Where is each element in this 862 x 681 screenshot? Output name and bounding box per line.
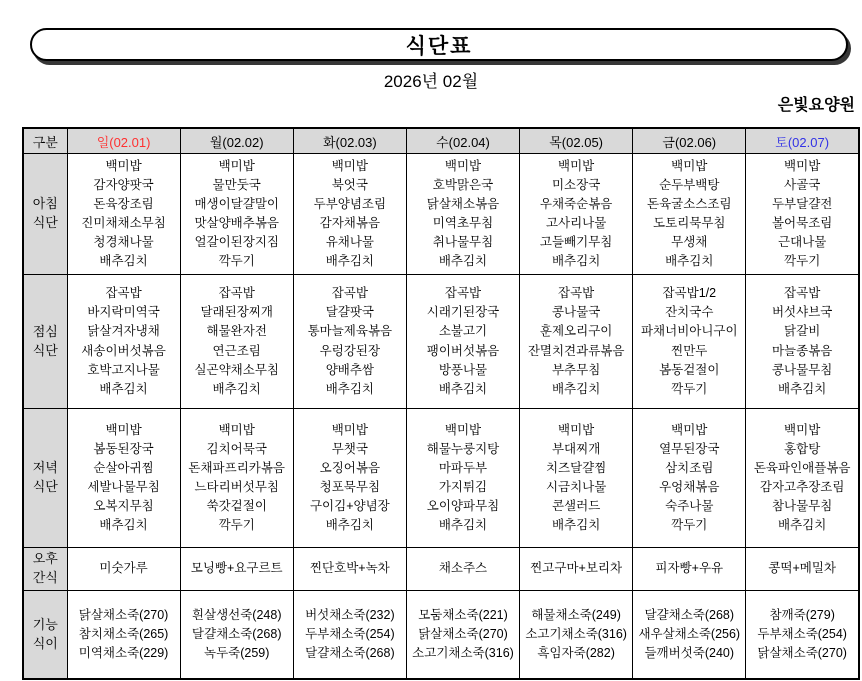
menu-item: 순두부백탕 <box>659 177 720 192</box>
menu-item: 미역채소죽(229) <box>78 646 169 661</box>
menu-item: 돈채파프리카볶음 <box>188 460 286 475</box>
menu-item: 백미밥 <box>218 158 255 173</box>
meal-row-3 <box>23 548 859 591</box>
menu-item: 백미밥 <box>558 422 595 437</box>
meal-cell <box>746 548 859 591</box>
menu-item: 닭살겨자냉채 <box>87 324 160 339</box>
table-header-row <box>23 128 859 154</box>
menu-item: 연근조림 <box>212 343 261 358</box>
menu-item: 깍두기 <box>671 381 708 396</box>
menu-item: 순살아귀찜 <box>93 460 154 475</box>
menu-item: 삼치조림 <box>665 460 714 475</box>
day-header-1: 월(02.02) <box>180 128 293 154</box>
menu-item: 맛살양배추볶음 <box>194 216 279 230</box>
menu-item: 버섯채소죽(232) <box>305 607 395 622</box>
menu-item: 돈육파인애플볶음 <box>753 460 851 475</box>
row-label-4: 기능 식이 <box>23 591 67 680</box>
menu-item: 부대찌개 <box>551 441 601 456</box>
meal-cell <box>520 275 633 409</box>
menu-item: 깍두기 <box>671 518 708 533</box>
menu-item: 도토리묵무침 <box>653 216 726 230</box>
menu-item: 백미밥 <box>444 158 482 173</box>
menu-item: 감자고추장조림 <box>759 480 845 494</box>
menu-item: 모닝빵+요구르트 <box>190 561 283 576</box>
day-header-6: 토(02.07) <box>746 128 859 154</box>
menu-item: 오징어볶음 <box>319 460 381 475</box>
meal-cell <box>520 548 633 591</box>
meal-cell <box>67 591 180 680</box>
menu-item: 백미밥 <box>218 422 255 437</box>
meal-row-2 <box>23 409 859 548</box>
menu-item: 배추김치 <box>99 518 148 533</box>
menu-item: 백미밥 <box>444 422 482 437</box>
menu-item: 참깨죽(279) <box>769 607 835 622</box>
meal-cell <box>293 591 406 680</box>
menu-item: 볼어묵조림 <box>771 216 833 230</box>
meal-cell <box>746 154 859 275</box>
menu-item: 시금치나물 <box>545 480 607 494</box>
menu-item: 사골국 <box>784 177 821 192</box>
meal-cell <box>180 591 293 680</box>
meal-cell <box>520 409 633 548</box>
title-box <box>30 28 848 61</box>
menu-item: 백미밥 <box>784 422 821 437</box>
menu-item: 잡곡밥 <box>331 286 368 301</box>
menu-item: 배추김치 <box>99 254 148 269</box>
menu-item: 닭갈비 <box>784 324 821 339</box>
meal-cell <box>406 154 519 275</box>
menu-item: 잡곡밥 <box>558 286 595 301</box>
row-label-0: 아침 식단 <box>23 154 67 275</box>
menu-item: 감자양팟국 <box>93 177 154 192</box>
menu-item: 백미밥 <box>105 158 142 173</box>
menu-item: 무챗국 <box>331 441 368 456</box>
menu-item: 두부달걀전 <box>771 196 833 211</box>
meal-cell <box>406 409 519 548</box>
meal-cell <box>406 275 519 409</box>
menu-item: 새송이버섯볶음 <box>81 343 166 358</box>
menu-item: 청경채나물 <box>93 235 154 250</box>
menu-item: 모둠채소죽(221) <box>418 607 508 622</box>
menu-item: 미숫가루 <box>99 561 148 576</box>
menu-item: 구이김+양념장 <box>309 499 390 514</box>
day-header-5: 금(02.06) <box>633 128 746 154</box>
menu-item: 통마늘제육볶음 <box>307 324 393 339</box>
day-header-0: 일(02.01) <box>67 128 180 154</box>
menu-item: 잡곡밥 <box>784 286 821 301</box>
meal-cell <box>746 591 859 680</box>
menu-item: 백미밥 <box>558 158 595 173</box>
menu-item: 청포묵무침 <box>319 480 381 494</box>
day-header-3: 수(02.04) <box>406 128 519 154</box>
menu-item: 오이양파무침 <box>426 499 500 514</box>
menu-item: 소불고기 <box>438 324 488 339</box>
menu-item: 양배추쌈 <box>325 362 374 377</box>
meal-cell <box>633 154 746 275</box>
meal-cell <box>293 409 406 548</box>
menu-item: 바지락미역국 <box>87 305 160 320</box>
menu-item: 배추김치 <box>551 518 601 533</box>
menu-item: 닭살채소죽(270) <box>757 646 847 661</box>
menu-item: 근대나물 <box>778 235 827 250</box>
meal-cell <box>67 409 180 548</box>
menu-item: 김치어묵국 <box>206 441 267 456</box>
menu-item: 취나물무침 <box>432 235 494 250</box>
menu-item: 가지튀김 <box>438 480 488 494</box>
month-subtitle: 2026년 02월 <box>383 72 479 91</box>
menu-item: 흑임자죽(282) <box>537 646 615 661</box>
menu-item: 두부양념조림 <box>313 196 387 211</box>
menu-item: 배추김치 <box>438 381 488 396</box>
menu-item: 마늘종볶음 <box>771 343 833 358</box>
menu-item: 마파두부 <box>438 460 488 475</box>
menu-item: 돈육장조림 <box>93 196 154 211</box>
menu-item: 배추김치 <box>778 518 827 533</box>
menu-item: 무생채 <box>671 235 708 250</box>
row-label-2: 저녁 식단 <box>23 409 67 548</box>
menu-item: 세발나물무침 <box>87 480 160 494</box>
menu-item: 배추김치 <box>665 254 714 269</box>
meal-cell <box>293 275 406 409</box>
meal-cell <box>406 548 519 591</box>
page-title: 식단표 <box>405 34 473 58</box>
meal-cell <box>180 275 293 409</box>
menu-item: 우채죽순볶음 <box>539 196 613 211</box>
menu-item: 깍두기 <box>784 254 821 269</box>
menu-item: 느타리버섯무침 <box>194 480 279 494</box>
menu-item: 배추김치 <box>438 254 488 269</box>
menu-item: 콘샐러드 <box>551 499 601 514</box>
menu-item: 팽이버섯볶음 <box>426 343 500 358</box>
menu-item: 콩나물국 <box>551 305 601 320</box>
day-header-2: 화(02.03) <box>293 128 406 154</box>
menu-item: 달걀채소죽(268) <box>644 607 735 622</box>
menu-item: 배추김치 <box>325 381 374 396</box>
meal-cell <box>67 275 180 409</box>
meal-cell <box>293 154 406 275</box>
menu-item: 해물누룽지탕 <box>426 441 500 456</box>
menu-item: 얼갈이된장지짐 <box>194 235 279 250</box>
meal-cell <box>633 591 746 680</box>
menu-item: 달걀팟국 <box>325 305 374 320</box>
menu-item: 홍합탕 <box>784 441 821 456</box>
meal-cell <box>633 275 746 409</box>
menu-item: 북엇국 <box>331 177 368 192</box>
menu-item: 참치채소죽(265) <box>78 626 169 641</box>
row-label-3: 오후 간식 <box>23 548 67 591</box>
meal-cell <box>293 548 406 591</box>
menu-item: 달래된장찌개 <box>200 305 273 320</box>
menu-item: 백미밥 <box>331 422 368 437</box>
menu-item: 잡곡밥1/2 <box>662 286 717 301</box>
menu-item: 파채너비아니구이 <box>640 324 738 339</box>
menu-item: 백미밥 <box>331 158 368 173</box>
menu-item: 녹두죽(259) <box>204 646 270 661</box>
menu-item: 달걀채소죽(268) <box>305 646 395 661</box>
meal-cell <box>180 409 293 548</box>
menu-item: 미소장국 <box>551 177 601 192</box>
menu-item: 소고기채소죽(316) <box>412 646 514 661</box>
menu-item: 매생이달걀말이 <box>194 196 279 211</box>
menu-item: 배추김치 <box>325 254 374 269</box>
meal-table <box>22 127 860 680</box>
menu-item: 치즈달걀찜 <box>545 460 607 475</box>
menu-item: 배추김치 <box>551 254 601 269</box>
menu-item: 잡곡밥 <box>105 286 142 301</box>
menu-item: 백미밥 <box>105 422 142 437</box>
menu-item: 배추김치 <box>325 518 374 533</box>
menu-item: 닭살채소죽(270) <box>418 626 508 641</box>
menu-item: 두부채소죽(254) <box>305 626 395 641</box>
meal-cell <box>67 154 180 275</box>
menu-item: 잡곡밥 <box>444 286 482 301</box>
menu-item: 돈육굴소스조림 <box>647 196 732 211</box>
menu-item: 오복지무침 <box>93 499 154 514</box>
menu-item: 콩떡+메밀차 <box>768 561 837 576</box>
facility-name: 은빛요양원 <box>777 97 855 114</box>
menu-item: 잡곡밥 <box>218 286 255 301</box>
menu-item: 배추김치 <box>551 381 601 396</box>
menu-item: 실곤약채소무침 <box>194 362 279 377</box>
menu-item: 해물완자전 <box>206 324 267 339</box>
menu-item: 열무된장국 <box>659 441 720 456</box>
menu-item: 배추김치 <box>99 381 148 396</box>
menu-item: 우엉채볶음 <box>659 480 720 494</box>
meal-cell <box>520 591 633 680</box>
meal-cell <box>180 548 293 591</box>
menu-item: 잔치국수 <box>665 305 714 320</box>
menu-item: 부추무침 <box>551 362 601 377</box>
meal-row-1 <box>23 275 859 409</box>
menu-item: 닭살채소죽(270) <box>78 607 169 622</box>
meal-cell <box>520 154 633 275</box>
menu-item: 봄동겉절이 <box>659 362 720 377</box>
menu-item: 찐만두 <box>671 343 708 358</box>
meal-cell <box>180 154 293 275</box>
menu-item: 진미채채소무침 <box>81 216 166 230</box>
menu-item: 새우살채소죽(256) <box>638 626 741 641</box>
menu-item: 봄동된장국 <box>93 441 154 456</box>
menu-item: 소고기채소죽(316) <box>525 626 627 641</box>
menu-item: 백미밥 <box>671 158 708 173</box>
menu-item: 두부채소죽(254) <box>757 626 847 641</box>
menu-item: 찐단호박+녹차 <box>309 561 390 576</box>
meal-cell <box>746 275 859 409</box>
menu-item: 훈제오리구이 <box>539 324 613 339</box>
menu-item: 채소주스 <box>438 561 488 576</box>
menu-item: 잔멸치견과류볶음 <box>527 343 625 358</box>
menu-item: 호박고지나물 <box>87 362 160 377</box>
meal-row-0 <box>23 154 859 275</box>
menu-item: 배추김치 <box>212 381 261 396</box>
menu-item: 닭살채소볶음 <box>426 196 500 211</box>
menu-item: 깍두기 <box>218 518 255 533</box>
menu-item: 들깨버섯죽(240) <box>644 646 735 661</box>
corner-header: 구분 <box>23 128 67 154</box>
menu-item: 유채나물 <box>325 235 374 250</box>
menu-item: 해물채소죽(249) <box>531 607 621 622</box>
menu-item: 콩나물무침 <box>771 362 833 377</box>
meal-row-4 <box>23 591 859 680</box>
menu-item: 흰살생선죽(248) <box>191 607 282 622</box>
day-header-4: 목(02.05) <box>520 128 633 154</box>
menu-item: 미역초무침 <box>432 216 494 230</box>
menu-item: 깍두기 <box>218 254 255 269</box>
meal-cell <box>633 409 746 548</box>
menu-item: 호박맑은국 <box>432 177 494 192</box>
menu-item: 참나물무침 <box>771 499 833 514</box>
menu-item: 고들빼기무침 <box>539 235 613 250</box>
meal-cell <box>406 591 519 680</box>
menu-item: 피자빵+우유 <box>655 561 724 576</box>
menu-item: 우렁강된장 <box>319 343 381 358</box>
menu-item: 쑥갓겉절이 <box>206 499 267 514</box>
menu-item: 백미밥 <box>671 422 708 437</box>
menu-item: 배추김치 <box>438 518 488 533</box>
menu-item: 달걀채소죽(268) <box>191 626 282 641</box>
menu-item: 감자채볶음 <box>319 216 381 230</box>
menu-item: 백미밥 <box>784 158 821 173</box>
menu-item: 숙주나물 <box>665 499 714 514</box>
menu-item: 물만둣국 <box>212 177 261 192</box>
meal-cell <box>633 548 746 591</box>
menu-item: 배추김치 <box>778 381 827 396</box>
menu-item: 찐고구마+보리차 <box>530 561 623 576</box>
row-label-1: 점심 식단 <box>23 275 67 409</box>
menu-item: 버섯샤브국 <box>771 305 833 320</box>
menu-item: 시래기된장국 <box>426 305 500 320</box>
meal-cell <box>746 409 859 548</box>
menu-item: 고사리나물 <box>545 216 607 230</box>
meal-cell <box>67 548 180 591</box>
menu-item: 방풍나물 <box>438 362 488 377</box>
